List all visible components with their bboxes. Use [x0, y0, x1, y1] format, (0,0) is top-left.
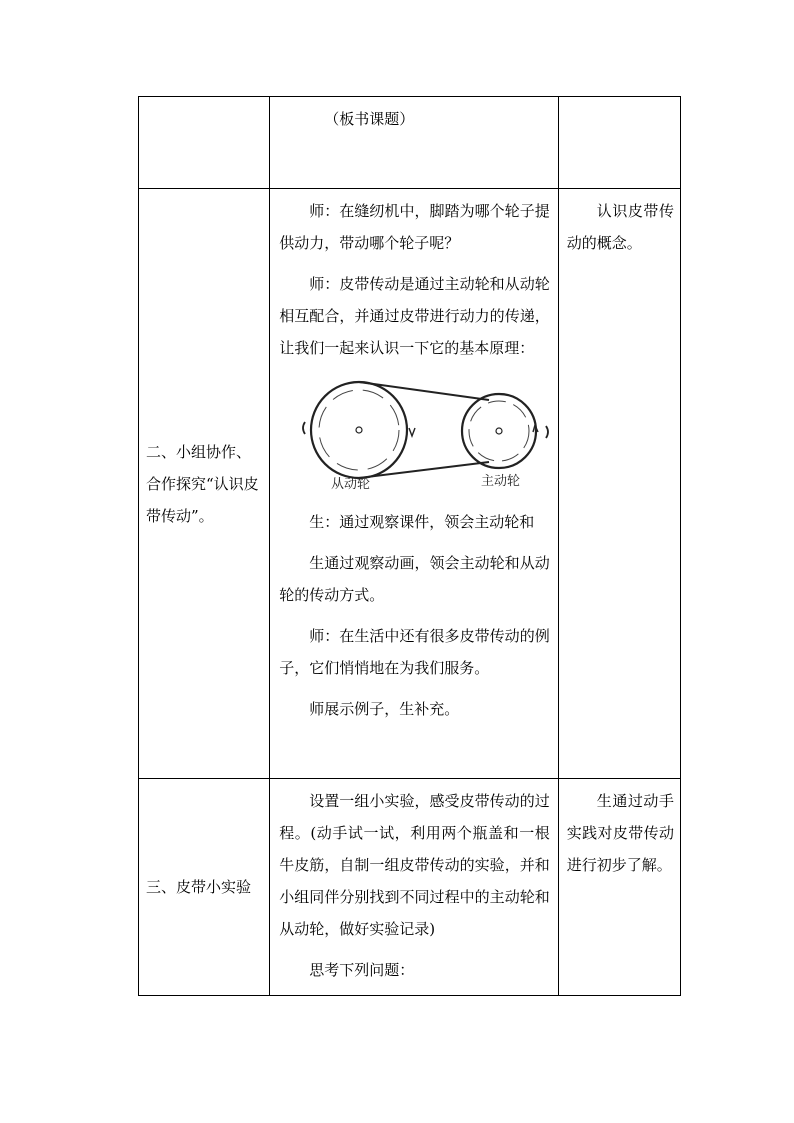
teacher-question-text: 师：在缝纫机中，脚踏为哪个轮子提供动力，带动哪个轮子呢？ [279, 202, 550, 252]
lesson-plan-table [138, 96, 681, 996]
intent-text-3: 生通过动手实践对皮带传动进行初步了解。 [566, 792, 674, 874]
intent-cell-1 [558, 97, 680, 189]
teacher-show-examples-text: 师展示例子，生补充。 [309, 700, 460, 718]
table-row-board-title [139, 97, 681, 189]
teacher-examples-text: 师：在生活中还有很多皮带传动的例子，它们悄悄地在为我们服务。 [279, 627, 550, 677]
student-observe-courseware-text: 生：通过观察课件，领会主动轮和 [309, 513, 535, 531]
table-row-belt-drive [139, 189, 681, 779]
board-title-text: （板书课题） [324, 110, 415, 128]
content-cell-2 [270, 189, 559, 779]
table-row-belt-experiment [139, 779, 681, 996]
student-observe-animation-text: 生通过观察动画，领会主动轮和从动轮的传动方式。 [279, 554, 550, 604]
experiment-description-text: 设置一组小实验，感受皮带传动的过程。(动手试一试，利用两个瓶盖和一根牛皮筋，自制一组皮带传动的实验，并和小组同伴分别找到不同过程中的主动轮和从动轮，做好实验记录) [279, 792, 550, 938]
stage-cell-2: 二、小组协作、合作探究“认识皮带传动”。 [139, 189, 270, 779]
intent-text-2: 认识皮带传动的概念。 [566, 202, 674, 252]
content-cell-3 [270, 779, 559, 996]
intent-cell-3 [558, 779, 680, 996]
intent-cell-2 [558, 189, 680, 779]
think-questions-text: 思考下列问题： [309, 961, 415, 979]
stage-cell-1 [139, 97, 270, 189]
teacher-explanation-text: 师：皮带传动是通过主动轮和从动轮相互配合，并通过皮带进行动力的传递，让我们一起来认识一下它的基本原理： [279, 275, 550, 357]
driving-wheel-label: 主动轮 [481, 474, 521, 489]
driven-wheel-label: 从动轮 [331, 477, 371, 492]
belt-drive-diagram [289, 374, 550, 492]
stage-cell-3: 三、皮带小实验 [139, 779, 270, 996]
content-cell-1 [270, 97, 559, 189]
